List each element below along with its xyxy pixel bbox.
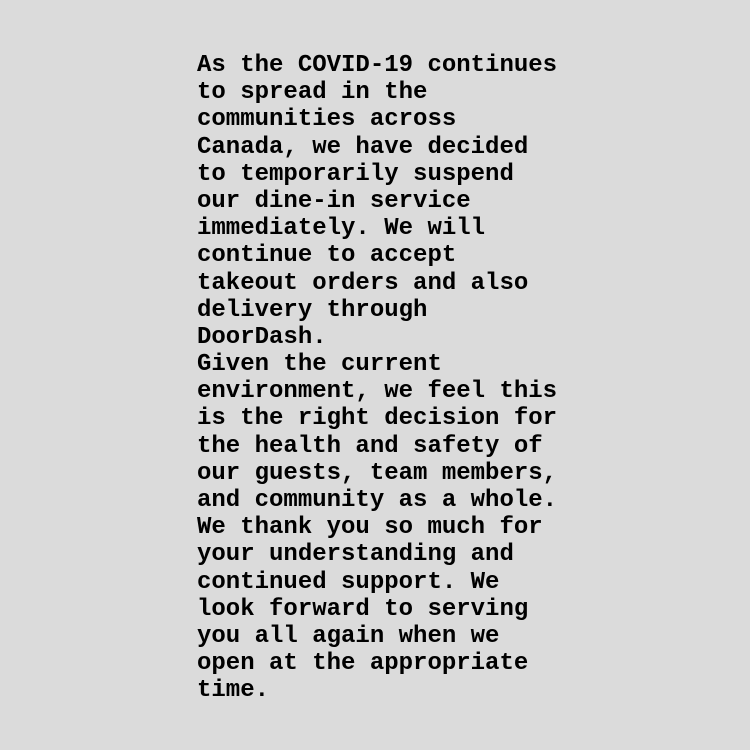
- text-line: Canada, we have decided: [197, 133, 529, 161]
- text-line: DoorDash.: [197, 323, 327, 351]
- announcement-text: [197, 52, 717, 705]
- text-line: our dine-in service: [197, 187, 471, 215]
- text-line: immediately. We will: [197, 215, 486, 243]
- text-line: communities across: [197, 106, 457, 134]
- text-line: open at the appropriate: [197, 650, 529, 678]
- text-line: time.: [197, 677, 270, 705]
- text-line: We thank you so much for: [197, 514, 543, 542]
- text-line: to temporarily suspend: [197, 160, 514, 188]
- text-line: our guests, team members,: [197, 459, 558, 487]
- text-line: environment, we feel this: [197, 378, 558, 406]
- text-line: the health and safety of: [197, 432, 543, 460]
- text-line: to spread in the: [197, 79, 428, 107]
- text-line: continued support. We: [197, 568, 500, 596]
- text-line: your understanding and: [197, 541, 514, 569]
- text-line: takeout orders and also: [197, 269, 529, 297]
- text-line: continue to accept: [197, 242, 457, 270]
- text-line: Given the current: [197, 351, 442, 379]
- text-line: As the COVID-19 continues: [197, 52, 558, 79]
- text-line: you all again when we: [197, 622, 500, 650]
- text-line: is the right decision for: [197, 405, 558, 433]
- text-line: delivery through: [197, 296, 428, 324]
- text-line: look forward to serving: [197, 595, 529, 623]
- text-line: and community as a whole.: [197, 487, 558, 514]
